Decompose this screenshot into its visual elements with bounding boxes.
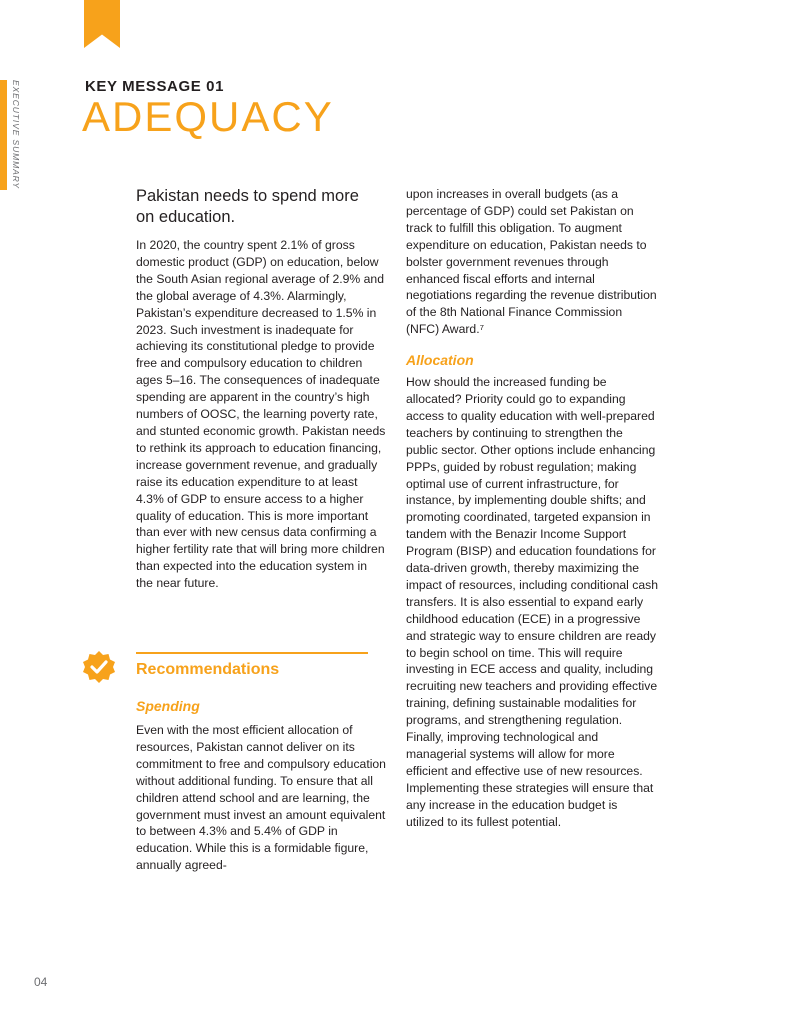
right-column (406, 186, 658, 831)
section-marker-bar (0, 80, 7, 190)
recommendations-heading: Recommendations (136, 661, 280, 678)
key-message-kicker: KEY MESSAGE 01 (85, 78, 225, 95)
bookmark-ribbon-icon (84, 0, 120, 48)
intro-text: In 2020, the country spent 2.1% of gross domestic product (GDP) on education, below the South Asian regional average of 2.9% and the global average of 4.3%. Alarmingly, Pakistan’s expenditure decreased to 1.5% in 2023. Such investment is inadequate for achieving its constitutional pledge to provide free and compulsory education to children ages 5–16. The consequences of inadequate spending are apparent in the country’s high numbers of OOSC, the learning poverty rate, and stunted economic growth. Pakistan needs to rethink its approach to education financing, increase government revenue, and gradually raise its education expenditure to at least 4.3% of GDP to ensure access to a higher quality of education. This is more important than ever with new census data confirming a higher fertility rate that will bring more children than expected into the education system in the near future. (136, 238, 386, 591)
spending-continued-text: upon increases in overall budgets (as a percentage of GDP) could set Pakistan on track to fulfill this obligation. To augment expenditure on education, Pakistan needs to bolster government revenues through enhanced fiscal efforts and internal negotiations regarding the revenue distribution of the 8th National Finance Commission (NFC) Award.⁷ (406, 187, 657, 337)
recommendations-divider (136, 652, 368, 654)
spending-paragraph (136, 722, 386, 874)
section-subheading: Pakistan needs to spend more on education. (136, 187, 359, 226)
check-badge-icon (82, 650, 116, 684)
page-title: ADEQUACY (82, 93, 334, 140)
spending-text: Even with the most efficient allocation of resources, Pakistan cannot deliver on its commitment to free and compulsory education without additional funding. To ensure that all children attend school and are learning, the government must invest an amount equivalent to between 4.3% and 5.4% of GDP in education. While this is a formidable figure, annually agreed- (136, 723, 386, 873)
allocation-heading: Allocation (406, 352, 474, 369)
allocation-text: How should the increased funding be allocated? Priority could go to expanding access to quality education with well-prepared teachers by continuing to strengthen the public sector. Other options include enhancing PPPs, guided by robust regulation; making optimal use of current infrastructure, for instance, by implementing double shifts; and promoting coordinated, targeted expansion in tandem with the Benazir Income Support Program (BISP) and education foundations for data-driven growth, thereby maximizing the impact of resources, including conditional cash transfers. It is also essential to expand early childhood education (ECE) in a progressive and strategic way to ensure children are ready to begin school on time. This will require investing in ECE access and quality, including recruiting new teachers and providing effective training, defining sustainable modalities for programs, and strengthening regulation. Finally, improving technological and managerial systems will allow for more efficient and effective use of new resources. Implementing these strategies will ensure that any increase in the education budget is utilized to its fullest potential. (406, 375, 659, 829)
section-side-label: EXECUTIVE SUMMARY (11, 80, 21, 189)
intro-paragraph (136, 237, 386, 592)
page-number: 04 (34, 975, 48, 989)
spending-heading: Spending (136, 698, 200, 714)
